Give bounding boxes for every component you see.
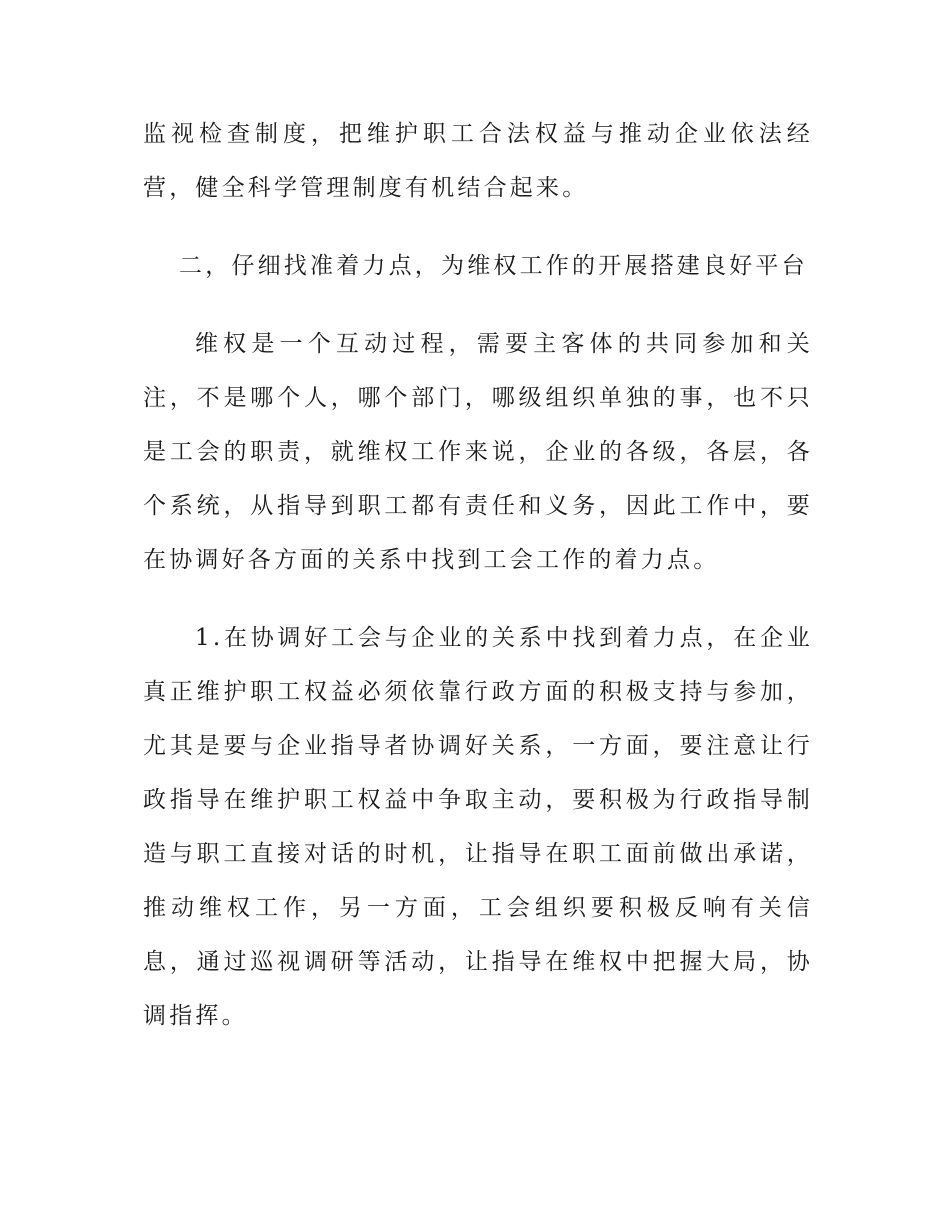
paragraph-continuation: 监视检查制度，把维护职工合法权益与推动企业依法经营，健全科学管理制度有机结合起来。 xyxy=(143,121,813,201)
paragraph-numbered-item: 1.在协调好工会与企业的关系中找到着力点，在企业真正维护职工权益必须依靠行政方面的积极支持与参加，尤其是要与企业指导者协调好关系，一方面，要注意让行政指导在维护职工权益中争取主动，要积极为行政指导制造与职工直接对话的时机，让指导在职工面前做出承诺，推动维权工作，另一方面，工会组织要积极反响有关信息，通过巡视调研等活动，让指导在维权中把握大局，协调指挥。 xyxy=(143,625,813,1029)
document-body xyxy=(143,107,813,1067)
section-heading: 二，仔细找准着力点，为维权工作的开展搭建良好平台 xyxy=(179,253,808,279)
paragraph-body: 维权是一个互动过程，需要主客体的共同参加和关注，不是哪个人，哪个部门，哪级组织单独的事，也不只是工会的职责，就维权工作来说，企业的各级，各层，各个系统，从指导到职工都有责任和义务，因此工作中，要在协调好各方面的关系中找到工会工作的着力点。 xyxy=(143,331,813,573)
